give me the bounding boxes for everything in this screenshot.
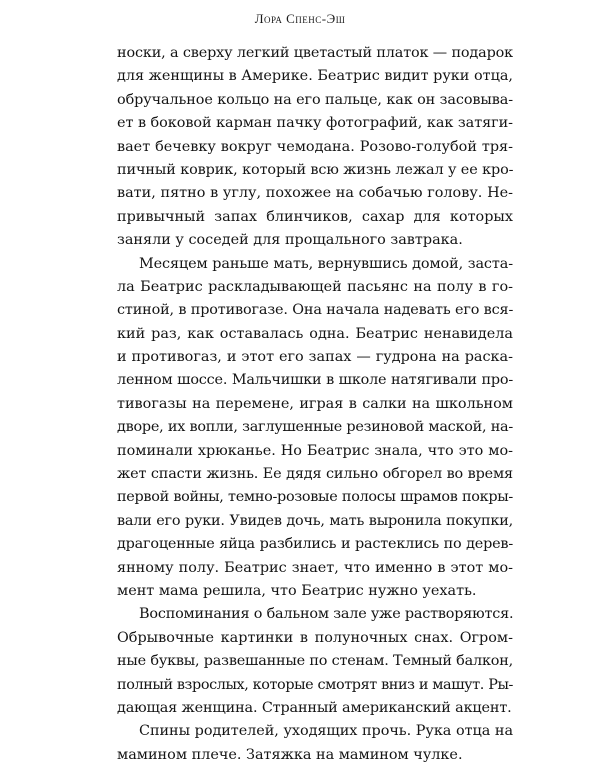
text-line: для женщины в Америке. Беатрис видит руки отца,: [117, 68, 513, 85]
text-line: привычный запах блинчиков, сахар для которых: [117, 208, 513, 225]
text-line: ет в боковой карман пачку фотографий, как затяги-: [117, 115, 513, 132]
text-line: и противогаз, и этот его запах — гудрона на раска-: [117, 349, 513, 366]
text-line: вали его руки. Увидев дочь, мать выронила покупки,: [117, 512, 513, 529]
text-line: ные буквы, развешанные по стенам. Темный балкон,: [117, 653, 513, 670]
body-text: [117, 42, 513, 767]
text-line: янному полу. Беатрис знает, что именно в этот мо-: [117, 559, 513, 576]
text-line: Месяцем раньше мать, вернувшись домой, заста-: [139, 255, 513, 272]
text-line: мент мама решила, что Беатрис нужно уехать.: [117, 582, 477, 599]
running-head: [0, 11, 600, 27]
text-line: пичный коврик, который всю жизнь лежал у ее кро-: [117, 161, 514, 178]
text-line: Обрывочные картинки в полуночных снах. Огром-: [117, 629, 513, 646]
text-line: кий раз, как оставалась одна. Беатрис ненавидела: [117, 325, 513, 342]
text-line: дающая женщина. Странный американский акцент.: [117, 699, 512, 716]
text-line: жет спасти жизнь. Ее дядя сильно обгорел во время: [117, 466, 513, 483]
text-line: ленном шоссе. Мальчишки в школе натягивали про-: [117, 372, 513, 389]
text-line: вати, пятно в углу, похожее на собачью голову. Не-: [117, 185, 513, 202]
text-line: Воспоминания о бальном зале уже растворяются.: [139, 606, 514, 623]
text-line: обручальное кольцо на его пальце, как он засовыва-: [117, 91, 513, 108]
text-line: Спины родителей, уходящих прочь. Рука отца на: [139, 723, 513, 740]
text-line: вает бечевку вокруг чемодана. Розово-голубой тря-: [117, 138, 513, 155]
text-line: первой войны, темно-розовые полосы шрамов покры-: [117, 489, 513, 506]
text-line: драгоценные яйца разбились и растеклись по дерев-: [117, 536, 513, 553]
text-line: стиной, в противогазе. Она начала надевать его вся-: [117, 302, 514, 319]
text-line: тивогазы на перемене, играя в салки на школьном: [117, 395, 513, 412]
text-line: мамином плече. Затяжка на мамином чулке.: [117, 746, 463, 763]
running-head-author: Лора Спенс-Эш: [254, 11, 346, 26]
text-line: полный взрослых, которые смотрят вниз и машут. Ры-: [117, 676, 513, 693]
text-line: ла Беатрис раскладывающей пасьянс на полу в го-: [117, 278, 513, 295]
text-line: заняли у соседей для прощального завтрака.: [117, 232, 463, 249]
text-line: поминали хрюканье. Но Беатрис знала, что это мо-: [117, 442, 513, 459]
text-line: носки, а сверху легкий цветастый платок — подарок: [117, 45, 513, 61]
text-line: дворе, их вопли, заглушенные резиновой маской, на-: [117, 419, 513, 436]
